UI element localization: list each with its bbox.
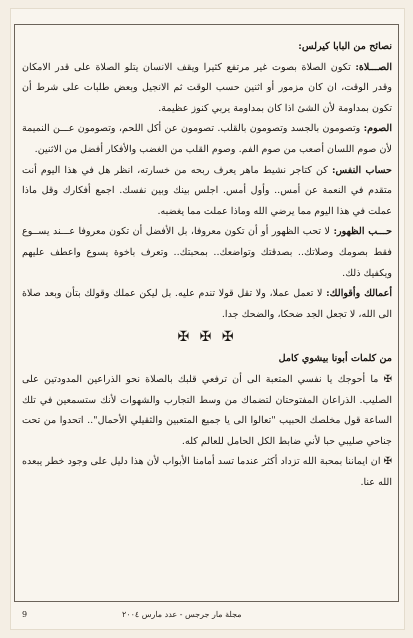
paragraph-deeds-words [22, 284, 392, 325]
text-self-account: كن كتاجر نشيط ماهر يعرف ربحه من خسارته، انظر هل في هذا اليوم أنت متقدم في النعمة عن أمس.. وأول أمس. اجلس بينك وبين نفسك. اجمع أفكارك وقل ماذا عملت في هذا اليوم مما يرضي الله وماذا عملت مما يغضبه. [22, 164, 392, 217]
heading-fr-bishoy: من كلمات أبونا بيشوي كامل [278, 353, 392, 365]
label-love-of-appearance: حـــب الظهور: [333, 226, 392, 238]
text-love-of-appearance: لا تحب الظهور أو أن تكون معروفا، بل الأفضل أن تكون معروفا عـــند يســوع فقط بصومك وصلاتك.. بصدقتك وتواضعك.. بمحبتك.. وتعرف باخوة يسوع واعطف عليهم ويكفيك ذلك. [22, 226, 392, 279]
label-prayer: الصـــلاة: [355, 61, 392, 73]
document-body [22, 37, 392, 597]
text-deeds-words: لا تعمل عملا، ولا تقل قولا تندم عليه. بل ليكن عملك وقولك بتأن وبعد صلاة الى الله، لا تجعل الجد ضحكا، والضحك جدا. [22, 288, 392, 320]
paragraph-self-account [22, 161, 392, 223]
text-quote-2: ان ايماننا بمحبة الله تزداد أكثر عندما تسد أمامنا الأبواب لأن هذا دليل على وجود خطر يبعده الله عنا. [22, 456, 392, 488]
cross-icon: ✠ [383, 456, 392, 468]
label-deeds-words: أعمالك وأقوالك: [326, 288, 392, 300]
label-fasting: الصوم: [363, 123, 392, 135]
text-quote-1: ما أحوجك يا نفسي المتعبة الى أن ترفعي قلبك بالصلاة نحو الذراعين المدودتين على الصليب. الذراعان المفتوحتان لتضماك من وسط التجارب والشهوات لأنك ستسمعين في تلك الساعة قول مخلصك الحبيب "تعالوا الى يا جميع المتعبين والثقيلي الأحمال".. اتحدوا من تحت جناحي صليبي حبا لأني ضابط الكل الحامل للعالم كله. [22, 373, 392, 447]
page-number: 9 [22, 610, 28, 619]
footer-magazine-info: مجلة مار جرجس - عدد مارس ٢٠٠٤ [122, 610, 242, 619]
paragraph-prayer [22, 58, 392, 120]
text-prayer: تكون الصلاة بصوت غير مرتفع كثيرا ويقف الانسان يتلو الصلاة على قدر الامكان وقدر الوقت، ان كان مزمور أو اثنين حسب الوقت ثم الانجيل وبعض طلبات على شرط أن تكون بمداومة لأن الشئ اذا كان بمداومة يربي كنوز عظيمة. [22, 61, 392, 114]
paragraph-love-of-appearance [22, 222, 392, 284]
text-fasting: وتصومون بالجسد وتصومون بالقلب. تصومون عن أكل اللحم، وتصومون عـــن النميمة لأن صوم اللسان أصعب من صوم الفم. وصوم القلب من الغضب والأفكار أفضل من الاثنين. [22, 123, 392, 155]
paragraph-quote-2 [22, 452, 392, 493]
cross-ornament: ✠ ✠ ✠ [177, 329, 237, 346]
label-self-account: حساب النفس: [332, 164, 392, 176]
paragraph-quote-1 [22, 370, 392, 452]
paragraph-fasting [22, 119, 392, 160]
heading-pope-kyrillos: نصائح من البابا كيرلس: [298, 41, 392, 52]
page-footer [22, 608, 392, 622]
cross-icon: ✠ [383, 373, 392, 385]
